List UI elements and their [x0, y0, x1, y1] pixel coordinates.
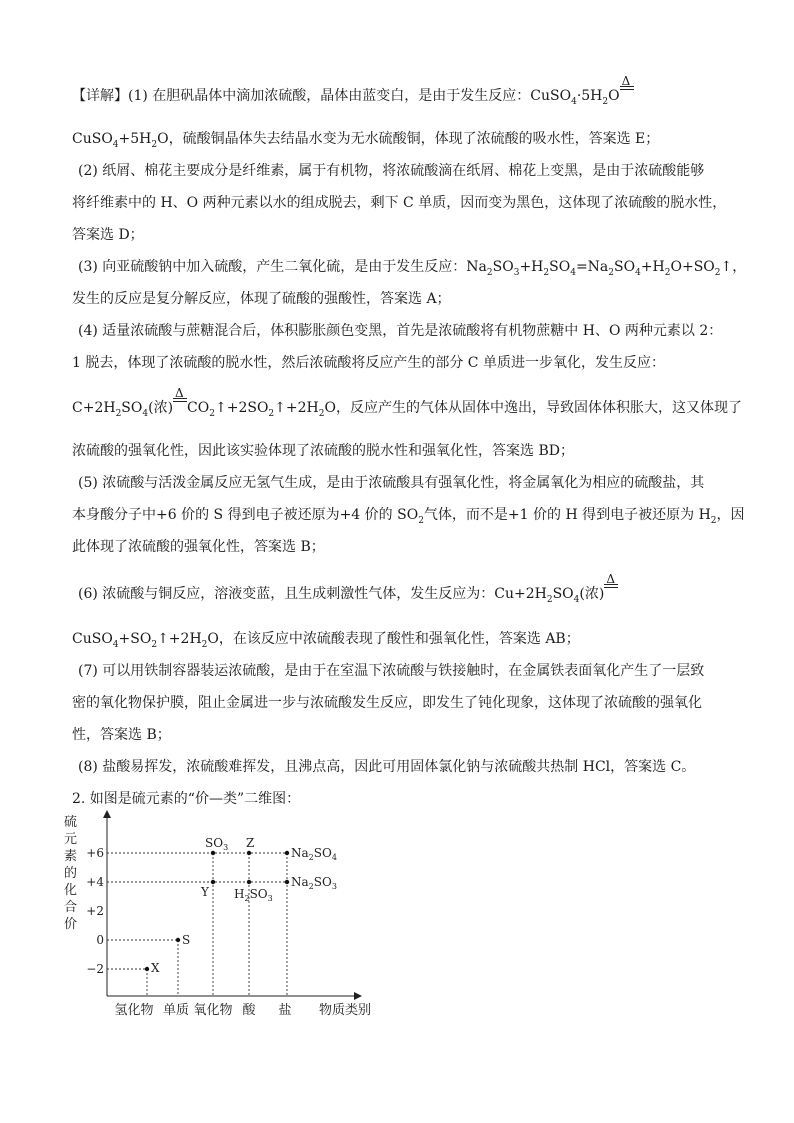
point-s	[176, 938, 180, 942]
text-seg: ↑+2H	[157, 631, 202, 647]
y-tick-label: +2	[86, 904, 104, 918]
point-na2so3	[285, 880, 289, 884]
label-y: Y	[201, 885, 209, 899]
delta-symbol: Δ	[606, 572, 616, 586]
sub: 2	[710, 515, 717, 526]
sub: 2	[151, 139, 158, 150]
text-seg: 本身酸分子中+6 价的 S 得到电子被还原为+4 价的 SO	[72, 507, 419, 523]
sulfur-valence-category-diagram	[60, 808, 380, 1020]
detail-line-5: 答案选 D；	[72, 227, 144, 243]
sub: 4	[112, 139, 119, 150]
text-seg: ↑+2SO	[214, 400, 269, 416]
sub: 2	[418, 515, 424, 526]
text-seg: CuSO	[72, 131, 113, 147]
text-seg: ↑，	[720, 259, 747, 275]
y-label-char: 素	[64, 849, 78, 864]
text-seg: CuSO	[72, 631, 113, 647]
x-tick-label: 盐	[278, 1003, 292, 1018]
text-seg: SO	[121, 400, 143, 416]
point-z	[247, 851, 251, 855]
y-axis-label	[64, 815, 77, 932]
label-na2so4: $Na_2SO_4$	[291, 846, 337, 862]
y-label-char: 化	[64, 883, 78, 898]
y-label-char: 的	[64, 866, 78, 881]
detail-line-9: 1 脱去，体现了浓硫酸的脱水性，然后浓硫酸将反应产生的部分 C 单质进一步氧化，发生反应：	[72, 355, 665, 371]
heat-equals-sign	[604, 572, 618, 598]
detail-line-11: 浓硫酸的强氧化性，因此该实验体现了浓硫酸的脱水性和强氧化性，答案选 BD；	[72, 443, 574, 459]
y-label-char: 合	[64, 900, 78, 915]
label-s: S	[182, 933, 191, 947]
question-2-stem: 2. 如图是硫元素的“价—类”二维图：	[72, 791, 301, 807]
point-h2so3	[247, 880, 251, 884]
detail-line-7: 发生的反应是复分解反应，体现了硫酸的强酸性，答案选 A；	[72, 291, 451, 307]
text-seg: 气体，而不是+1 价的 H 得到电子被还原为 H	[423, 507, 711, 523]
text-seg: (6) 浓硫酸与铜反应，溶液变蓝，且生成刺激性气体，发生反应为：Cu+2H	[78, 586, 547, 602]
detail-line-17: (7) 可以用铁制容器装运浓硫酸，是由于在室温下浓硫酸与铁接触时，在金属铁表面氧化产生了一层致	[78, 663, 705, 679]
text-seg: +H	[519, 259, 544, 275]
point-x	[145, 967, 149, 971]
text-seg: SO	[549, 259, 571, 275]
sub: 3	[513, 267, 520, 278]
y-tick-label: +4	[86, 875, 104, 889]
x-tick-label: 氧化物	[193, 1003, 233, 1018]
detail-line-6	[78, 258, 746, 276]
text-seg: CO	[187, 400, 210, 416]
text-seg: O，硫酸铜晶体失去结晶水变为无水硫酸铜，体现了浓硫酸的吸水性，答案选 E；	[157, 131, 660, 147]
point-so3	[211, 851, 215, 855]
y-label-char: 元	[64, 832, 78, 847]
sub: 2	[486, 267, 493, 278]
text-seg: 【详解】(1) 在胆矾晶体中滴加浓硫酸，晶体由蓝变白，是由于发生反应：CuSO	[72, 88, 572, 104]
detail-line-10	[72, 386, 742, 419]
detail-line-19: 性，答案选 B；	[72, 727, 171, 743]
delta-symbol: Δ	[175, 386, 184, 400]
detail-line-4: 将纤维素中的 H、O 两种元素以水的组成脱去，剩下 C 单质，因而变为黑色，这体现了浓硫酸的脱水性，	[72, 195, 727, 211]
sub: 2	[268, 408, 275, 419]
text-seg: C+2H	[72, 400, 116, 416]
sub: 2	[318, 408, 325, 419]
x-axis-label: 物质类别	[318, 1003, 372, 1018]
detail-line-15	[78, 572, 618, 605]
detail-line-18: 密的氧化物保护膜，阻止金属进一步与浓硫酸发生反应，即发生了钝化现象，这体现了浓硫酸的强氧化	[72, 695, 702, 711]
text-seg: SO	[552, 586, 574, 602]
detail-line-13	[72, 506, 745, 524]
sub: 2	[608, 267, 614, 278]
detail-line-8: (4) 适量浓硫酸与蔗糖混合后，体积膨胀颜色变黑，首先是浓硫酸将有机物蔗糖中 H、O 两种元素以 2：	[78, 323, 723, 339]
text-seg: ，因	[716, 507, 745, 523]
sub: 2	[151, 639, 158, 650]
sub: 2	[546, 594, 553, 605]
text-seg: ↑+2H	[274, 400, 319, 416]
text-seg: O+SO	[670, 259, 715, 275]
y-label-char: 价	[64, 917, 78, 932]
sub: 4	[570, 267, 576, 278]
x-tick-label: 氢化物	[114, 1003, 154, 1018]
detail-line-2	[72, 130, 659, 148]
guide-lines	[107, 853, 287, 996]
sub: 2	[664, 267, 671, 278]
detail-line-3: (2) 纸屑、棉花主要成分是纤维素，属于有机物，将浓硫酸滴在纸屑、棉花上变黑，是由于浓硫酸能够	[78, 163, 705, 179]
sub: 2	[209, 408, 215, 419]
x-tick-label: 单质	[162, 1003, 190, 1018]
sub: 4	[142, 408, 149, 419]
text-seg: +5H	[118, 131, 152, 147]
y-tick-label: +6	[86, 846, 104, 860]
sub: 2	[201, 639, 208, 650]
text-seg: =Na	[575, 259, 609, 275]
sub: 2	[714, 267, 721, 278]
x-tick-label: 酸	[242, 1003, 256, 1018]
sub: 4	[573, 594, 580, 605]
y-tick-label: 0	[96, 933, 104, 947]
detail-line-20: (8) 盐酸易挥发，浓硫酸难挥发，且沸点高，因此可用固体氯化钠与浓硫酸共热制 HCl，答案选 C。	[78, 759, 696, 775]
sub: 4	[635, 267, 641, 278]
sub: 2	[543, 267, 550, 278]
label-na2so3: $Na_2SO_3$	[291, 875, 337, 891]
text-seg: (3) 向亚硫酸钠中加入硫酸，产生二氧化硫，是由于发生反应：Na	[78, 259, 487, 275]
text-seg: +SO	[118, 631, 152, 647]
text-seg: SO	[614, 259, 636, 275]
detail-line-16	[72, 630, 580, 648]
text-seg: O，反应产生的气体从固体中逸出，导致固体体积胀大，这又体现了	[324, 400, 742, 416]
detail-line-14: 此体现了浓硫酸的强氧化性，答案选 B；	[72, 539, 325, 555]
y-tick-label: −2	[86, 962, 104, 976]
text-seg: (浓)	[579, 586, 605, 602]
label-h2so3: $H_2SO_3$	[234, 887, 273, 903]
sub: 2	[602, 96, 609, 107]
label-so3: $SO_3$	[205, 836, 229, 852]
detail-line-12: (5) 浓硫酸与活泼金属反应无氢气生成，是由于浓硫酸具有强氧化性，将金属氧化为相应的硫酸盐，其	[78, 475, 705, 491]
text-seg: (浓)	[148, 400, 174, 416]
text-seg: O	[608, 88, 620, 104]
point-na2so4	[285, 851, 289, 855]
label-z: Z	[246, 836, 255, 850]
point-y	[211, 880, 215, 884]
sub: 2	[115, 408, 122, 419]
text-seg: +H	[640, 259, 665, 275]
delta-symbol: Δ	[621, 74, 631, 88]
text-seg: SO	[492, 259, 514, 275]
sub: 4	[571, 96, 577, 107]
text-seg: O，在该反应中浓硫酸表现了酸性和强氧化性，答案选 AB；	[207, 631, 580, 647]
y-label-char: 硫	[64, 815, 78, 830]
heat-equals-sign	[173, 386, 187, 412]
detail-line-1	[72, 74, 634, 107]
sub: 4	[112, 639, 119, 650]
text-seg: ·5H	[576, 88, 603, 104]
heat-equals-sign	[620, 74, 634, 100]
label-x: X	[151, 961, 160, 975]
